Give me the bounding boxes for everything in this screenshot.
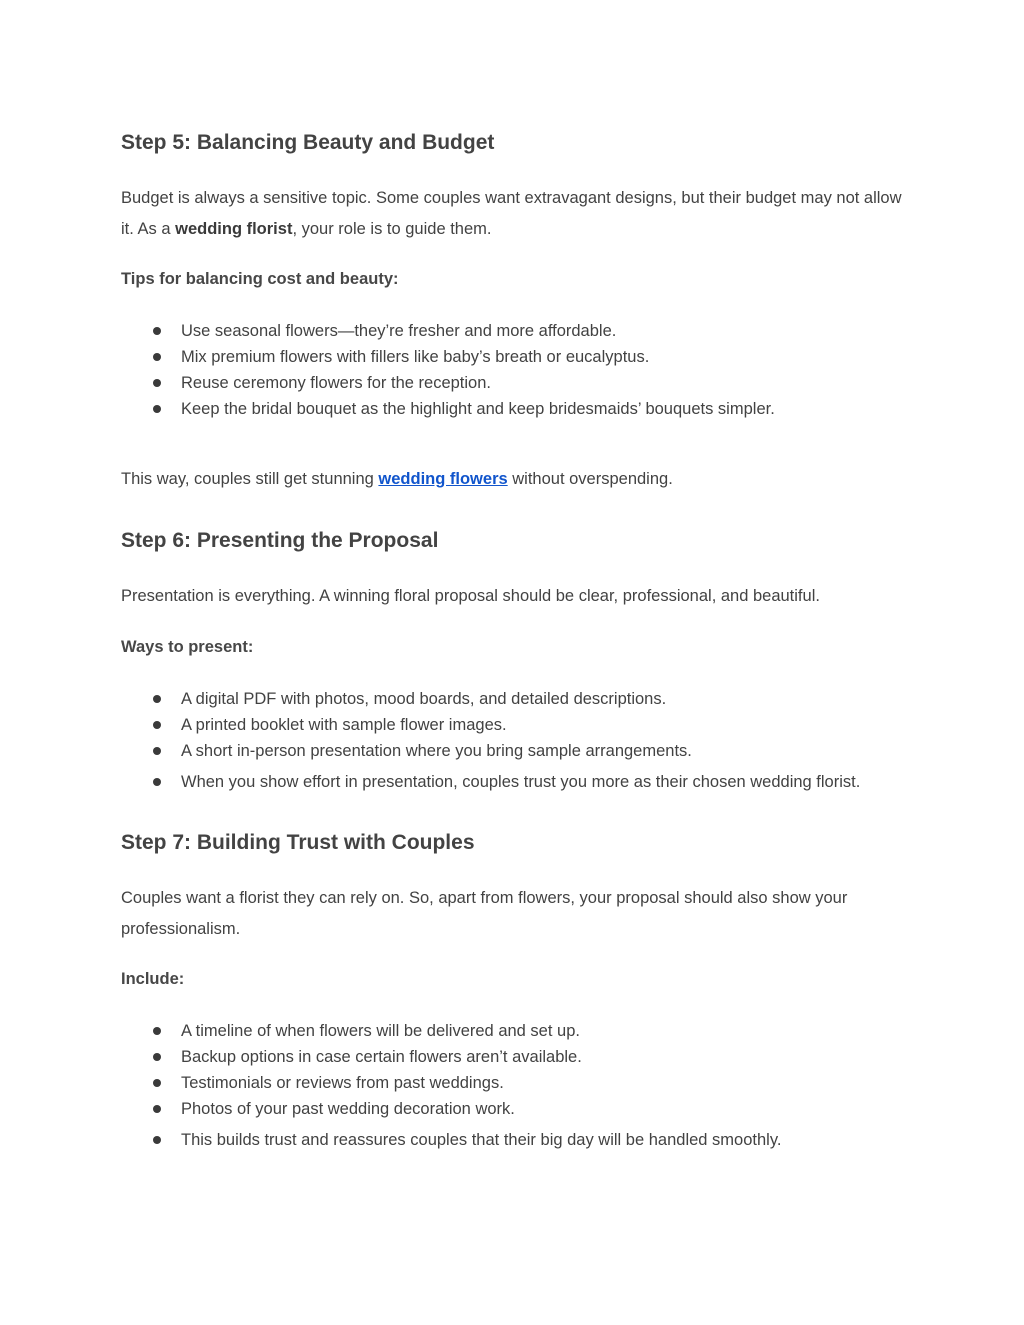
step5-intro-text-1: Budget is always a sensitive topic. Some couples want extravagant designs, but their budget may not allow it. As a	[121, 189, 902, 238]
step7-include-list	[121, 1018, 921, 1153]
wedding-flowers-link[interactable]: wedding flowers	[378, 470, 508, 488]
list-item: Photos of your past wedding decoration work.	[121, 1096, 921, 1122]
step7-include-label: Include:	[121, 970, 185, 988]
step5-closing-text-1: This way, couples still get stunning	[121, 470, 379, 488]
step7-heading: Step 7: Building Trust with Couples	[121, 831, 475, 854]
list-item: Testimonials or reviews from past weddings.	[121, 1070, 921, 1096]
list-item: A digital PDF with photos, mood boards, and detailed descriptions.	[121, 686, 921, 712]
list-item: When you show effort in presentation, couples trust you more as their chosen wedding florist.	[121, 769, 921, 795]
step6-intro: Presentation is everything. A winning floral proposal should be clear, professional, and beautiful.	[121, 587, 820, 605]
list-item: Backup options in case certain flowers aren’t available.	[121, 1044, 921, 1070]
list-item: A printed booklet with sample flower images.	[121, 712, 921, 738]
step7-intro: Couples want a florist they can rely on. So, apart from flowers, your proposal should also show your professionalism.	[121, 889, 848, 938]
step5-tips-list	[121, 318, 921, 422]
step6-ways-list	[121, 686, 921, 795]
step5-heading: Step 5: Balancing Beauty and Budget	[121, 131, 495, 154]
step5-intro-bold: wedding florist	[175, 220, 293, 238]
step5-tips-label: Tips for balancing cost and beauty:	[121, 270, 399, 288]
list-item: Reuse ceremony flowers for the reception.	[121, 370, 921, 396]
step5-intro	[121, 183, 911, 245]
list-item: Use seasonal flowers—they’re fresher and more affordable.	[121, 318, 921, 344]
step5-closing-text-2: without overspending.	[507, 470, 673, 488]
list-item: A timeline of when flowers will be delivered and set up.	[121, 1018, 921, 1044]
step6-ways-label: Ways to present:	[121, 638, 254, 656]
step5-closing	[121, 464, 911, 495]
step5-intro-text-2: , your role is to guide them.	[292, 220, 492, 238]
list-item: A short in-person presentation where you bring sample arrangements.	[121, 738, 921, 764]
step6-heading: Step 6: Presenting the Proposal	[121, 529, 439, 552]
list-item: Mix premium flowers with fillers like baby’s breath or eucalyptus.	[121, 344, 921, 370]
list-item: This builds trust and reassures couples that their big day will be handled smoothly.	[121, 1127, 921, 1153]
list-item: Keep the bridal bouquet as the highlight and keep bridesmaids’ bouquets simpler.	[121, 396, 921, 422]
